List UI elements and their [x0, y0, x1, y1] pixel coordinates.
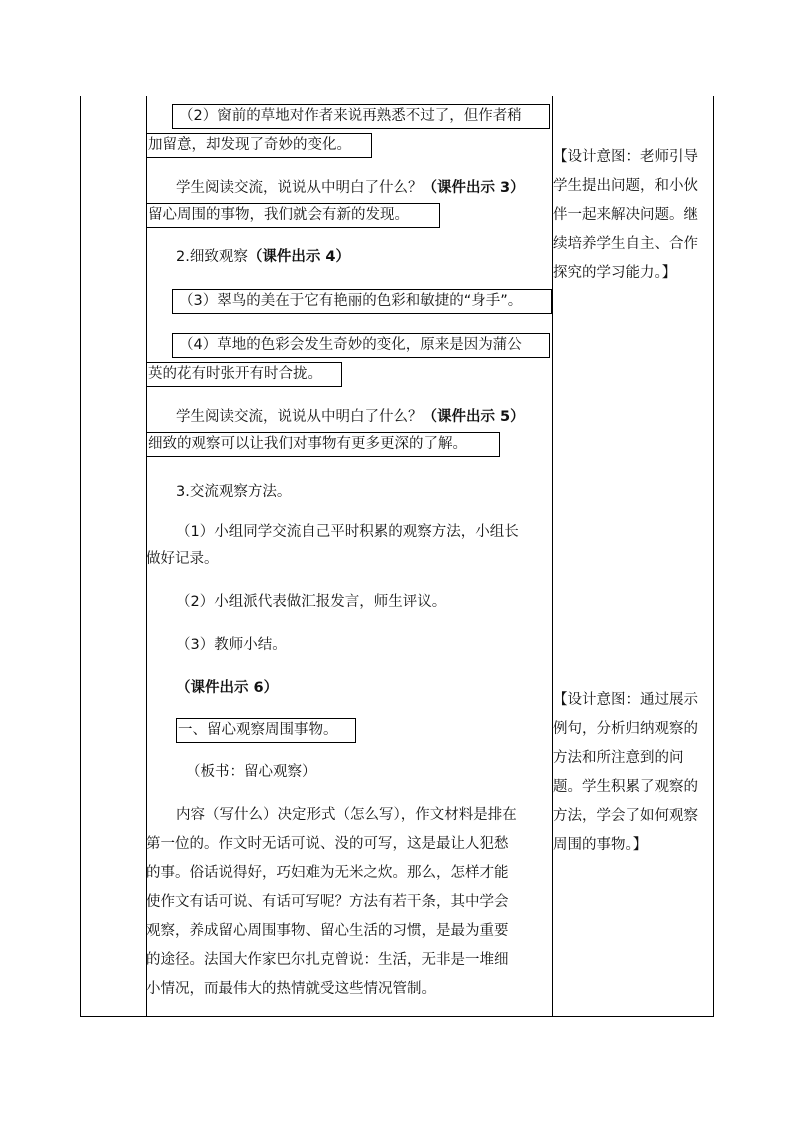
step-3: （3）教师小结。 [176, 637, 287, 653]
design-intent-line: 周围的事物。】 [553, 837, 648, 853]
step-2: （2）小组派代表做汇报发言，师生评议。 [176, 594, 447, 610]
example-sentence-4-line1: （4）草地的色彩会发生奇妙的变化，原来是因为蒲公 [172, 333, 550, 358]
section-heading-2-text: 2.细致观察 [176, 249, 248, 265]
courseware-ref-3: （课件出示 3） [422, 180, 525, 196]
paragraph-line: 使作文有话可说、有话可写呢？方法有若干条，其中学会 [146, 894, 509, 910]
design-intent-line: 方法，学会了如何观察 [553, 808, 698, 824]
table-left-border [80, 96, 81, 1017]
courseware-ref-4: （课件出示 4） [247, 249, 350, 265]
board-point-1: 一、留心观察周围事物。 [176, 718, 356, 743]
example-sentence-3: （3）翠鸟的美在于它有艳丽的色彩和敏捷的“身手”。 [172, 289, 552, 314]
design-intent-line: 题。学生积累了观察的 [553, 779, 698, 795]
design-intent-line: 【设计意图：通过展示 [553, 692, 698, 708]
design-intent-line: 例句，分析归纳观察的 [553, 721, 698, 737]
paragraph-line: 内容（写什么）决定形式（怎么写），作文材料是排在 [176, 807, 517, 823]
design-intent-line: 学生提出问题，和小伙 [553, 178, 698, 194]
discussion-prompt-2 [176, 403, 525, 432]
section-heading-2 [176, 243, 350, 272]
step-1-line2: 做好记录。 [146, 551, 219, 567]
design-intent-line: 伴一起来解决问题。继 [553, 207, 698, 223]
example-sentence-4-line2: 英的花有时张开有时合拢。 [146, 362, 342, 387]
step-1-line1: （1）小组同学交流自己平时积累的观察方法，小组长 [176, 524, 519, 540]
example-sentence-2-line2: 加留意，却发现了奇妙的变化。 [146, 133, 372, 158]
courseware-ref-6: （课件出示 6） [176, 680, 279, 696]
paragraph-line: 的途径。法国大作家巴尔扎克曾说：生活，无非是一堆细 [146, 952, 509, 968]
paragraph-line: 小情况，而最伟大的热情就受这些情况管制。 [146, 981, 436, 997]
design-intent-line: 【设计意图：老师引导 [553, 149, 698, 165]
blackboard-note: （板书：留心观察） [186, 764, 317, 780]
courseware-ref-5: （课件出示 5） [422, 409, 525, 425]
discussion-prompt-1 [176, 174, 525, 203]
design-intent-line: 方法和所注意到的问 [553, 750, 684, 766]
prompt-text: 学生阅读交流，说说从中明白了什么？ [176, 409, 423, 425]
paragraph-line: 第一位的。作文时无话可说、没的可写，这是最让人犯愁 [146, 836, 509, 852]
prompt-text: 学生阅读交流，说说从中明白了什么？ [176, 180, 423, 196]
design-intent-line: 探究的学习能力。】 [553, 265, 677, 281]
design-intent-line: 续培养学生自主、合作 [553, 236, 698, 252]
conclusion-2: 细致的观察可以让我们对事物有更多更深的了解。 [146, 432, 500, 457]
paragraph-line: 观察，养成留心周围事物、留心生活的习惯，是最为重要 [146, 923, 509, 939]
section-heading-3: 3.交流观察方法。 [176, 484, 292, 500]
paragraph-line: 的事。俗话说得好，巧妇难为无米之炊。那么，怎样才能 [146, 865, 509, 881]
example-sentence-2-line1: （2）窗前的草地对作者来说再熟悉不过了，但作者稍 [172, 104, 550, 129]
table-bottom-border [80, 1016, 714, 1017]
conclusion-1: 留心周围的事物，我们就会有新的发现。 [146, 203, 440, 228]
